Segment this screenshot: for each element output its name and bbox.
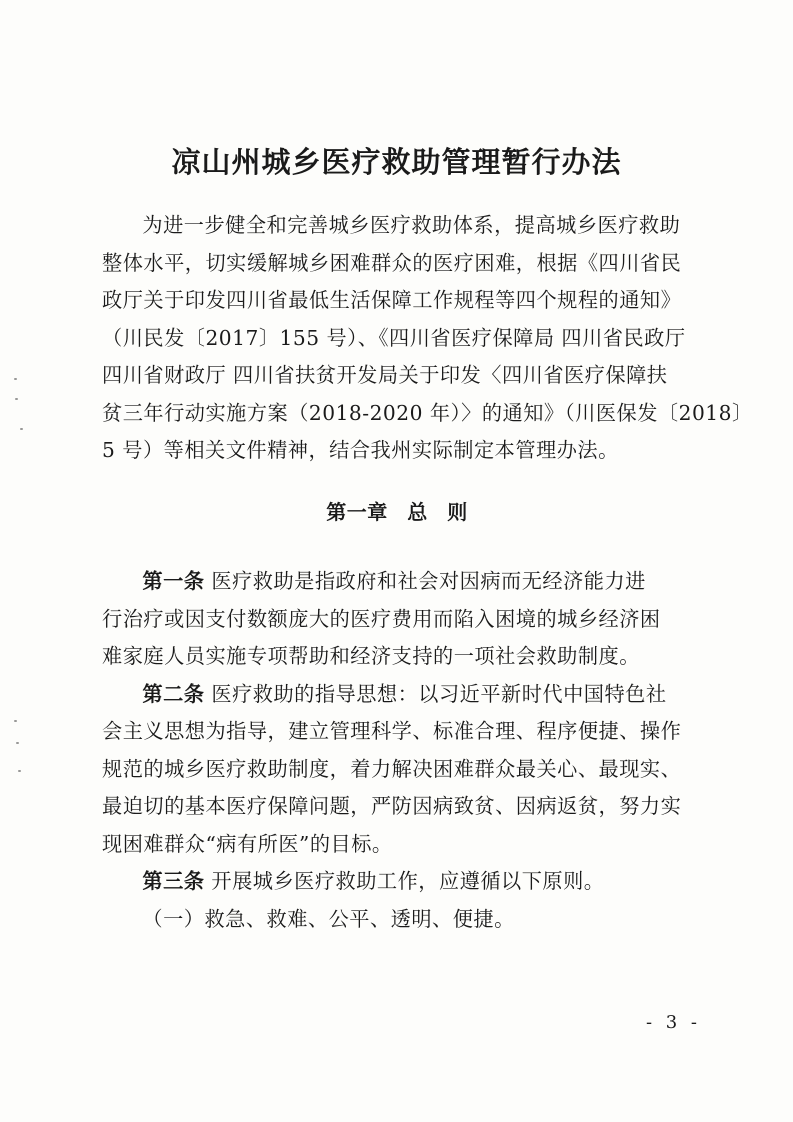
article-line: 现困难群众“病有所医”的目标。 [102, 831, 393, 856]
article-text: 医疗救助的指导思想：以习近平新时代中国特色社 [204, 681, 667, 706]
scan-speck [14, 720, 17, 722]
article-text: 医疗救助是指政府和社会对因病而无经济能力进 [204, 569, 646, 593]
scan-speck [20, 428, 23, 430]
scan-speck [16, 742, 19, 744]
list-item-text: （一）救急、救难、公平、透明、便捷。 [142, 906, 515, 931]
page-number: - 3 - [645, 1012, 701, 1033]
article-text: 开展城乡医疗救助工作，应遵循以下原则。 [204, 869, 605, 893]
preamble-paragraph [102, 207, 692, 245]
preamble-line: 5 号）等相关文件精神，结合我州实际制定本管理办法。 [102, 438, 619, 462]
document-body [102, 207, 753, 938]
preamble-line: 整体水平，切实缓解城乡困难群众的医疗困难，根据《四川省民 [102, 250, 682, 275]
preamble-line: 贫三年行动实施方案（2018-2020 年）〉的通知》（川医保发〔2018〕 [102, 400, 753, 425]
article-2-continuation [102, 713, 692, 863]
scan-speck [18, 770, 21, 772]
article-line: 难家庭人员实施专项帮助和经济支持的一项社会救助制度。 [102, 644, 640, 668]
scan-speck [14, 378, 17, 380]
article-label: 第三条 [142, 869, 205, 893]
article-2 [102, 676, 692, 714]
article-line: 最迫切的基本医疗保障问题，严防因病致贫、因病返贫，努力实 [102, 794, 682, 818]
preamble-line: 四川省财政厅 四川省扶贫开发局关于印发〈四川省医疗保障扶 [102, 363, 668, 387]
article-1 [102, 563, 692, 601]
preamble-continuation [102, 245, 753, 470]
article-label: 第一条 [142, 569, 205, 593]
article-label: 第二条 [142, 681, 205, 706]
scan-speck [15, 398, 18, 400]
document-title: 凉山州城乡医疗救助管理暂行办法 [171, 145, 622, 179]
chapter-heading: 第一章 总 则 [326, 499, 468, 524]
article-3 [102, 863, 692, 901]
list-item-1 [102, 901, 692, 939]
article-1-continuation [102, 601, 692, 676]
preamble-line: 为进一步健全和完善城乡医疗救助体系，提高城乡医疗救助 [142, 213, 681, 237]
preamble-line: 政厅关于印发四川省最低生活保障工作规程等四个规程的通知》 [102, 288, 682, 312]
article-line: 会主义思想为指导，建立管理科学、标准合理、程序便捷、操作 [102, 719, 682, 743]
preamble-line: （川民发〔2017〕155 号）、《四川省医疗保障局 四川省民政厅 [102, 325, 686, 350]
article-line: 规范的城乡医疗救助制度，着力解决困难群众最关心、最现实、 [102, 756, 682, 781]
article-line: 行治疗或因支付数额庞大的医疗费用而陷入困境的城乡经济困 [102, 606, 661, 631]
